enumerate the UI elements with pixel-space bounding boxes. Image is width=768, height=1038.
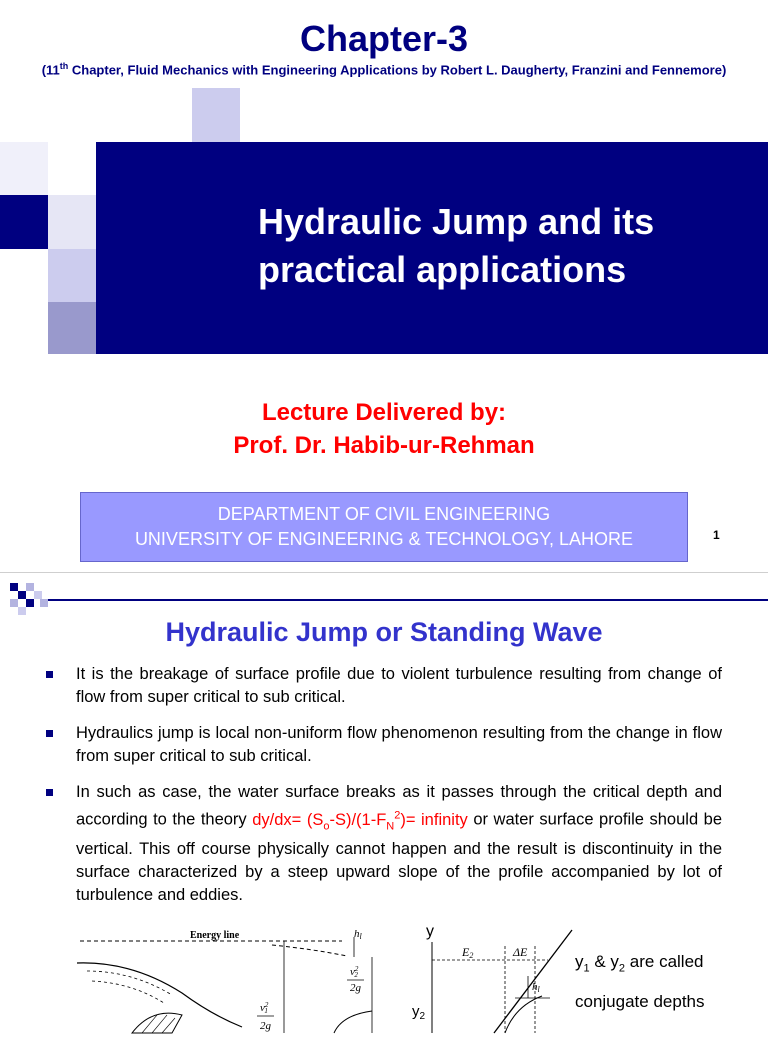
- decor-line: [48, 599, 768, 601]
- bullet-icon: [46, 730, 53, 737]
- bullet-icon: [46, 671, 53, 678]
- decor-square: [26, 599, 34, 607]
- y-axis-label: y: [426, 923, 434, 940]
- decor-square: [192, 88, 240, 142]
- department-box: [80, 492, 688, 562]
- decor-square: [48, 195, 96, 249]
- lecturer-name: Prof. Dr. Habib-ur-Rehman: [233, 432, 535, 459]
- delta-e-label: ΔE: [513, 945, 528, 959]
- decor-band-left: [0, 195, 48, 249]
- decor-square: [26, 583, 34, 591]
- bullet-item: Hydraulics jump is local non-uniform flow phenomenon resulting from the change in flow from super critical to sub critical.: [46, 722, 722, 768]
- content-slide: [0, 573, 768, 1032]
- velocity-head-1: $v^2$ 1: [260, 1001, 269, 1015]
- decor-square: [48, 249, 96, 302]
- decor-square: [48, 302, 96, 354]
- conjugate-line2: conjugate depths: [575, 992, 705, 1012]
- decor-square: [34, 591, 42, 599]
- head-loss-label: hl: [532, 981, 540, 994]
- e2-label: E2: [462, 945, 474, 960]
- velocity-head-1-denominator: 2g: [260, 1020, 271, 1032]
- head-loss-label: hl: [354, 928, 362, 941]
- decor-square: [18, 607, 26, 615]
- bullet-item: In such as case, the water surface breaks as it passes through the critical depth and according to the theory $dy/dx= (S_o-S)/(1-F_N^2)=$ infinity or water surface profile should be vertical. This off course physically cannot happen and the result is discontinuity in the surface characterized by a steep upward slope of the profile accompanied by lot of turbulence and eddies.: [46, 781, 722, 907]
- chapter-subtitle: (11th Chapter, Fluid Mechanics with Engineering Applications by Robert L. Daugherty, Franzini and Fennemore): [41, 61, 727, 78]
- bullet-icon: [46, 789, 53, 796]
- energy-line-label: Energy line: [190, 930, 240, 941]
- decor-square: [0, 142, 48, 195]
- lecturer-block: [0, 396, 768, 462]
- slide-title-line2: practical applications: [258, 249, 627, 290]
- university-name: UNIVERSITY OF ENGINEERING & TECHNOLOGY, LAHORE: [134, 529, 634, 549]
- velocity-head-2-denominator: 2g: [350, 982, 361, 994]
- decor-square: [10, 583, 18, 591]
- specific-energy-figure: [410, 918, 578, 1033]
- y2-label: $y_2$: [412, 1003, 426, 1022]
- bullet-list: [46, 663, 722, 920]
- velocity-head-2: $v^2$ 2: [350, 965, 359, 979]
- slide-title-line1: Hydraulic Jump and its: [258, 201, 655, 242]
- decor-square: [10, 599, 18, 607]
- slide-heading: Hydraulic Jump or Standing Wave: [165, 617, 603, 647]
- equation: $dy/dx= (S_o-S)/(1-F_N^2)=$ infinity: [252, 809, 468, 832]
- department-name: DEPARTMENT OF CIVIL ENGINEERING: [217, 504, 551, 524]
- lecture-label: Lecture Delivered by:: [261, 399, 507, 426]
- hydraulic-jump-figure: [72, 923, 402, 1033]
- slide-title: [258, 198, 758, 294]
- decor-square: [40, 599, 48, 607]
- conjugate-line1: $y_1$ & $y_2$ are called: [575, 952, 704, 975]
- specific-energy-sketch: [410, 918, 578, 1033]
- page-number: 1: [713, 528, 720, 542]
- chapter-heading: Chapter-3: [299, 18, 469, 59]
- bullet-item: It is the breakage of surface profile due to violent turbulence resulting from change of flow from super critical to sub critical.: [46, 663, 722, 709]
- conjugate-depths-note: [575, 945, 705, 1019]
- hydraulic-jump-sketch: [72, 923, 402, 1033]
- decor-square: [18, 591, 26, 599]
